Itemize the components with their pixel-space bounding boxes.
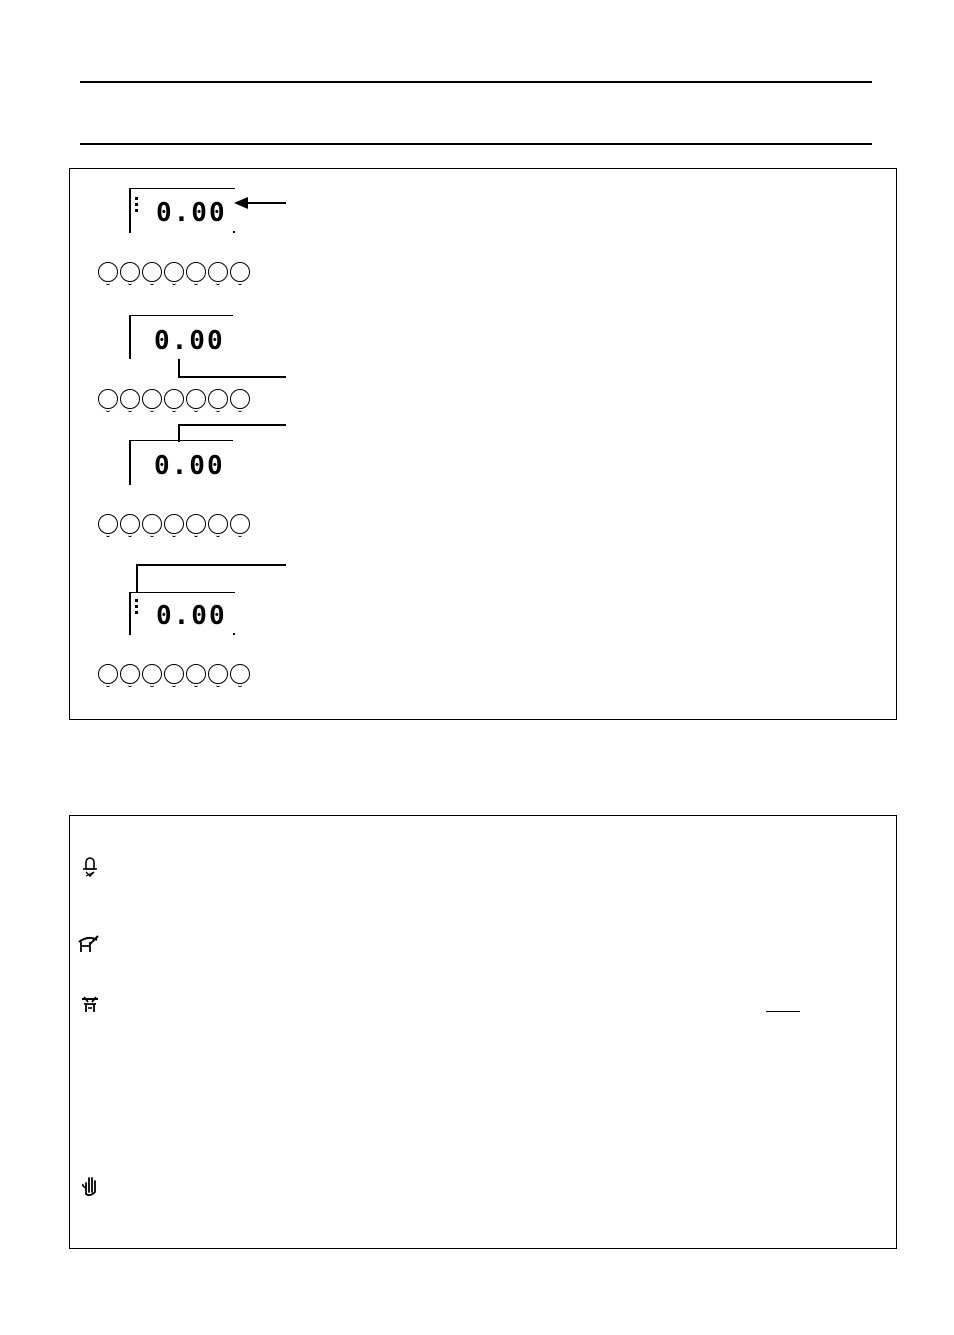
key-button[interactable] xyxy=(142,389,162,409)
leader-line-horizontal xyxy=(178,424,286,426)
lcd-corner-mark xyxy=(233,633,235,635)
keypad-buttons xyxy=(98,514,250,534)
overline-mark xyxy=(766,1011,800,1012)
lcd-indicator xyxy=(135,197,139,215)
hand-icon xyxy=(78,1174,102,1198)
keypad-buttons xyxy=(98,664,250,684)
lcd-value: 0.00 xyxy=(154,451,225,481)
lcd-corner-mark xyxy=(233,231,235,233)
keypad-buttons xyxy=(98,262,250,282)
pointer-arrowhead xyxy=(234,196,248,210)
lcd-value: 0.00 xyxy=(154,326,225,356)
key-button[interactable] xyxy=(230,389,250,409)
header-top-rule xyxy=(80,81,872,83)
key-button[interactable] xyxy=(208,514,228,534)
key-button[interactable] xyxy=(186,664,206,684)
key-button[interactable] xyxy=(98,389,118,409)
key-button[interactable] xyxy=(164,664,184,684)
leader-line-vertical xyxy=(178,359,180,377)
key-button[interactable] xyxy=(230,262,250,282)
key-button[interactable] xyxy=(120,664,140,684)
lcd-value: 0.00 xyxy=(156,601,227,631)
key-button[interactable] xyxy=(208,389,228,409)
key-button[interactable] xyxy=(164,262,184,282)
key-button[interactable] xyxy=(208,262,228,282)
leader-line-horizontal xyxy=(136,564,286,566)
keypad-buttons xyxy=(98,389,250,409)
key-button[interactable] xyxy=(98,664,118,684)
key-button[interactable] xyxy=(230,514,250,534)
display-panel-4 xyxy=(70,549,370,699)
key-button[interactable] xyxy=(142,664,162,684)
leader-line-horizontal xyxy=(178,376,286,378)
key-button[interactable] xyxy=(98,262,118,282)
key-button[interactable] xyxy=(230,664,250,684)
key-button[interactable] xyxy=(186,262,206,282)
leader-line-vertical xyxy=(136,564,138,592)
key-button[interactable] xyxy=(164,389,184,409)
display-panel-3 xyxy=(70,414,370,544)
lcd-value: 0.00 xyxy=(156,198,227,228)
display-panel-1 xyxy=(70,169,370,289)
icon-legend-box xyxy=(69,815,897,1249)
arc-tool-icon xyxy=(76,932,100,956)
key-button[interactable] xyxy=(142,262,162,282)
bell-icon xyxy=(78,854,102,878)
key-button[interactable] xyxy=(164,514,184,534)
key-button[interactable] xyxy=(186,514,206,534)
display-panel-2 xyxy=(70,289,370,414)
key-button[interactable] xyxy=(142,514,162,534)
key-button[interactable] xyxy=(208,664,228,684)
pointer-arrow-shaft xyxy=(242,202,286,204)
lcd-indicator xyxy=(135,599,139,617)
key-button[interactable] xyxy=(120,514,140,534)
header-bottom-rule xyxy=(80,143,872,145)
display-figure-box xyxy=(69,168,897,720)
key-button[interactable] xyxy=(186,389,206,409)
key-button[interactable] xyxy=(120,262,140,282)
clamp-tool-icon xyxy=(78,992,102,1016)
key-button[interactable] xyxy=(120,389,140,409)
key-button[interactable] xyxy=(98,514,118,534)
